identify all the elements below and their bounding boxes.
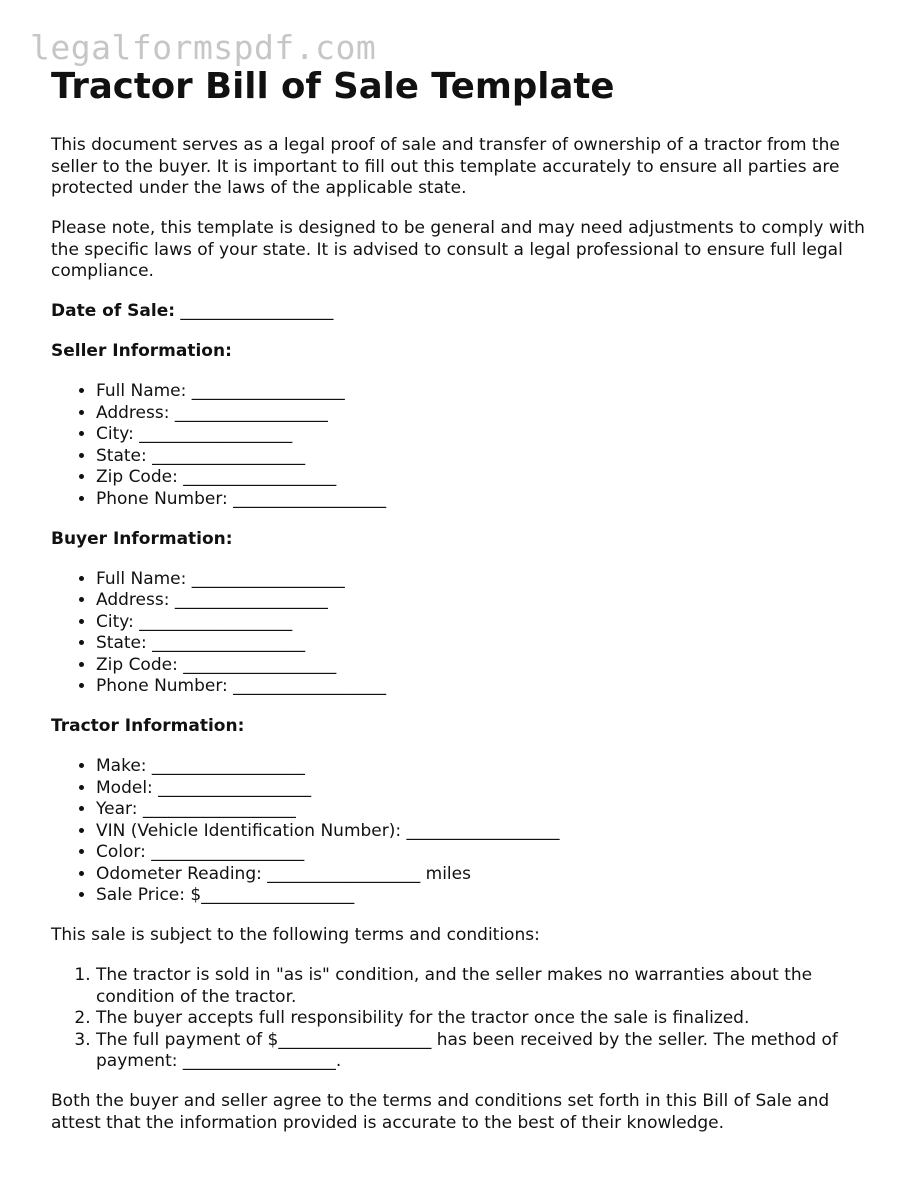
term-buyer-responsibility: 2. The buyer accepts full responsibility for the tractor once the sale is finalized. <box>96 1008 881 1030</box>
intro-paragraph-1: This document serves as a legal proof of sale and transfer of ownership of a tractor from the seller to the buyer. It is important to fill out this template accurately to ensure all parties are protected under the laws of the applicable state. <box>51 135 840 198</box>
closing-paragraph: Both the buyer and seller agree to the terms and conditions set forth in this Bill of Sale and attest that the information provided is accurate to the best of their knowledge. <box>51 1091 830 1133</box>
seller-heading: Seller Information: <box>51 341 232 361</box>
buyer-city-field: • City: __________________ <box>96 612 881 634</box>
terms-list <box>51 965 881 1073</box>
tractor-year-field: • Year: __________________ <box>96 799 881 821</box>
seller-address-field: • Address: __________________ <box>96 403 881 425</box>
buyer-state-field: • State: __________________ <box>96 633 881 655</box>
tractor-field-list <box>51 756 881 907</box>
watermark: legalformspdf.com <box>30 28 377 67</box>
date-of-sale-line <box>51 301 881 323</box>
tractor-model-field: • Model: __________________ <box>96 778 881 800</box>
seller-city-field: • City: __________________ <box>96 424 881 446</box>
term-as-is-condition: 1. The tractor is sold in "as is" condition, and the seller makes no warranties about the condition of the tractor. <box>96 965 881 1008</box>
tractor-vin-field: • VIN (Vehicle Identification Number): __________________ <box>96 821 881 843</box>
seller-state-field: • State: __________________ <box>96 446 881 468</box>
document-body <box>51 64 881 1153</box>
date-of-sale-label: Date of Sale: <box>51 301 176 321</box>
seller-field-list <box>51 381 881 510</box>
buyer-full-name-field: • Full Name: __________________ <box>96 569 881 591</box>
date-of-sale-blank: __________________ <box>175 301 334 321</box>
tractor-make-field: • Make: __________________ <box>96 756 881 778</box>
page-title: Tractor Bill of Sale Template <box>51 66 615 107</box>
tractor-odometer-field: • Odometer Reading: __________________ miles <box>96 864 881 886</box>
buyer-zip-code-field: • Zip Code: __________________ <box>96 655 881 677</box>
intro-paragraph-2: Please note, this template is designed to be general and may need adjustments to comply with the specific laws of your state. It is advised to consult a legal professional to ensure full legal compliance. <box>51 218 865 281</box>
term-full-payment: 3. The full payment of $__________________ has been received by the seller. The method of payment: __________________. <box>96 1030 881 1073</box>
tractor-sale-price-field: • Sale Price: $__________________ <box>96 885 881 907</box>
buyer-address-field: • Address: __________________ <box>96 590 881 612</box>
buyer-field-list <box>51 569 881 698</box>
tractor-heading: Tractor Information: <box>51 716 245 736</box>
seller-full-name-field: • Full Name: __________________ <box>96 381 881 403</box>
seller-phone-number-field: • Phone Number: __________________ <box>96 489 881 511</box>
seller-zip-code-field: • Zip Code: __________________ <box>96 467 881 489</box>
buyer-heading: Buyer Information: <box>51 528 233 549</box>
tractor-color-field: • Color: __________________ <box>96 842 881 864</box>
buyer-phone-number-field: • Phone Number: __________________ <box>96 676 881 698</box>
terms-intro: This sale is subject to the following terms and conditions: <box>51 925 540 945</box>
